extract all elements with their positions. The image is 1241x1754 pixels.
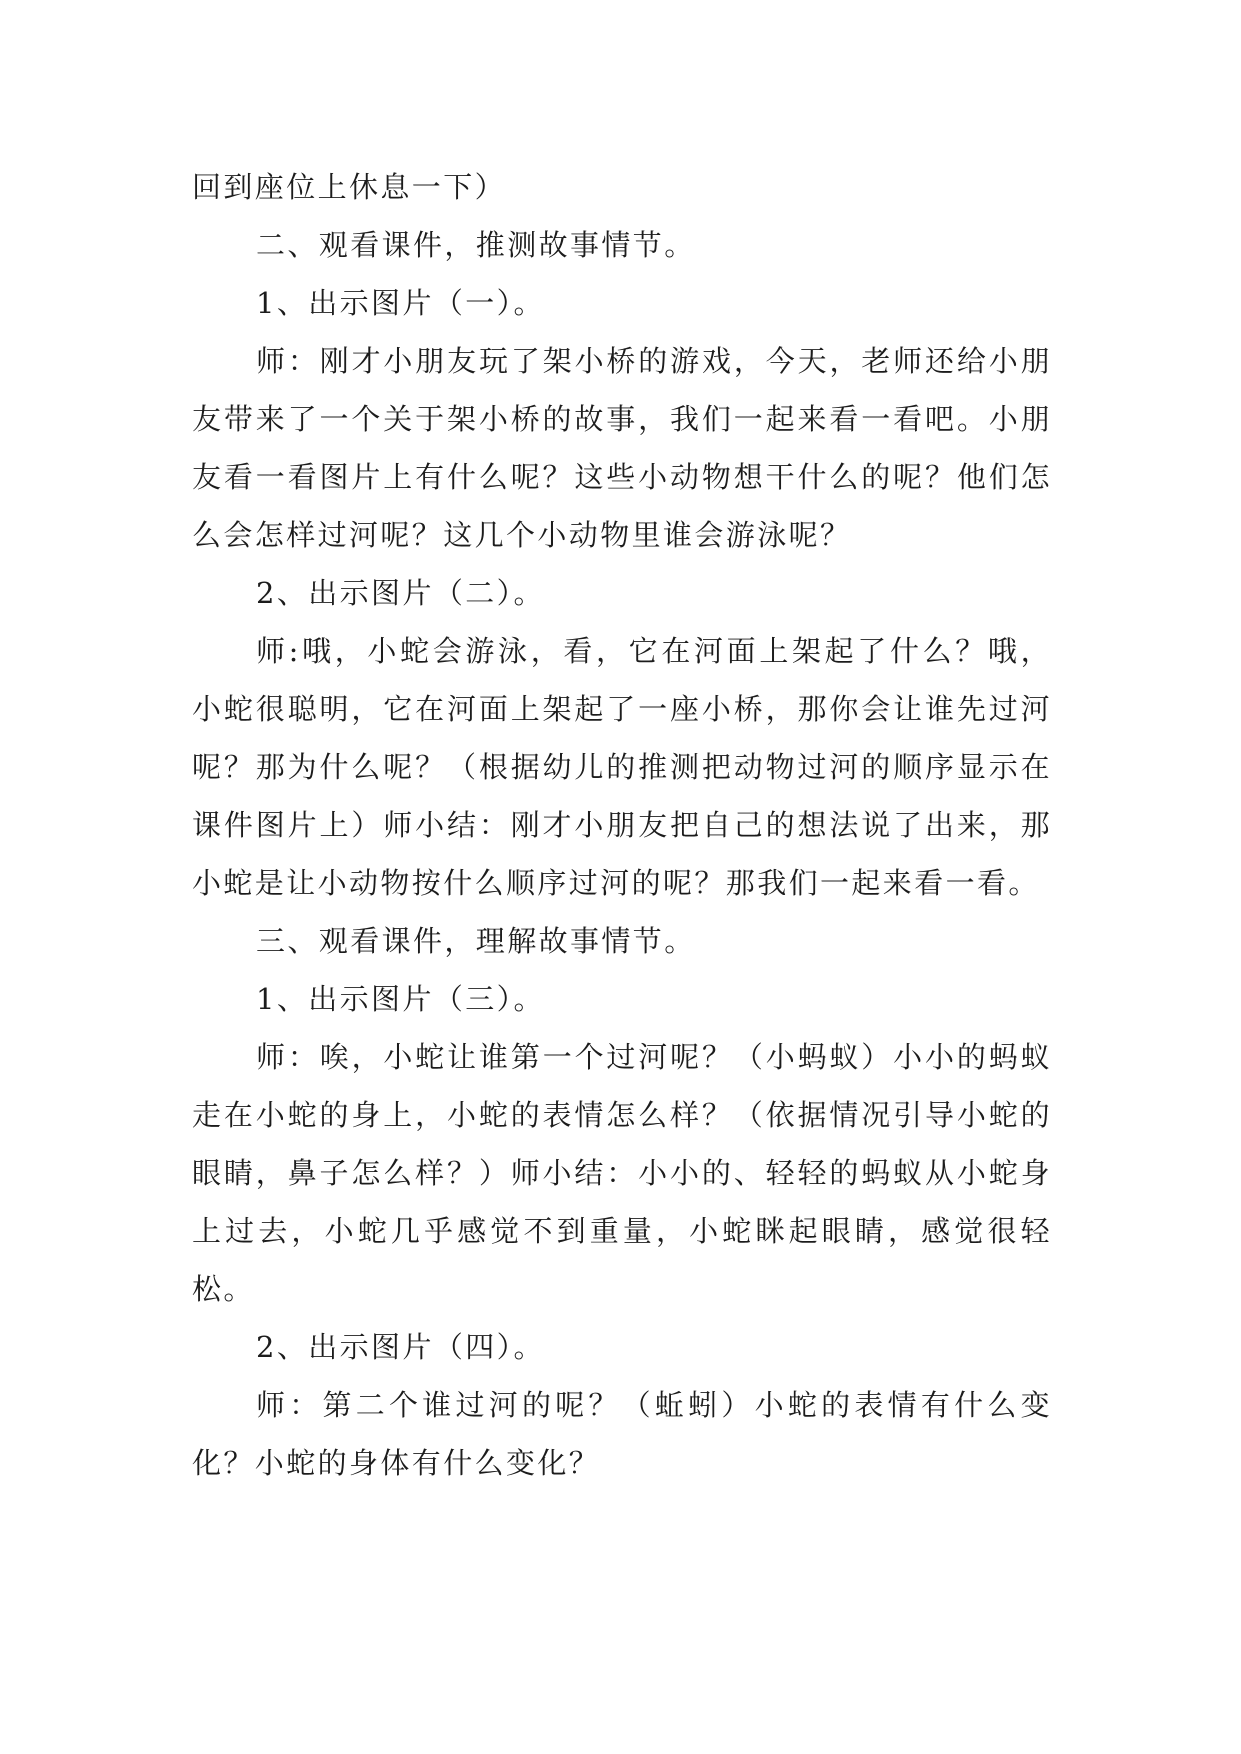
paragraph: 师：第二个谁过河的呢？（蚯蚓）小蛇的表情有什么变化？小蛇的身体有什么变化？ [192, 1388, 1052, 1480]
step-heading: 1、出示图片（三）。 [256, 982, 545, 1016]
section-heading-3: 三、观看课件，理解故事情节。 [256, 924, 696, 958]
paragraph: 师：唉，小蛇让谁第一个过河呢？（小蚂蚁）小小的蚂蚁走在小蛇的身上，小蛇的表情怎么样？（依据情况引导小蛇的眼睛，鼻子怎么样？）师小结：小小的、轻轻的蚂蚁从小蛇身上过去，小蛇几乎感觉不到重量，小蛇眯起眼睛，感觉很轻松。 [192, 1040, 1052, 1306]
paragraph-continuation: 回到座位上休息一下） [192, 170, 507, 204]
step-heading: 2、出示图片（四）。 [256, 1330, 545, 1364]
document-body [192, 158, 1052, 1492]
step-heading: 2、出示图片（二）。 [256, 576, 545, 610]
section-heading-2: 二、观看课件，推测故事情节。 [256, 228, 696, 262]
paragraph: 师：刚才小朋友玩了架小桥的游戏，今天，老师还给小朋友带来了一个关于架小桥的故事，我们一起来看一看吧。小朋友看一看图片上有什么呢？这些小动物想干什么的呢？他们怎么会怎样过河呢？这几个小动物里谁会游泳呢？ [192, 344, 1052, 552]
step-heading: 1、出示图片（一）。 [256, 286, 545, 320]
paragraph: 师:哦，小蛇会游泳，看，它在河面上架起了什么？哦，小蛇很聪明，它在河面上架起了一座小桥，那你会让谁先过河呢？那为什么呢？（根据幼儿的推测把动物过河的顺序显示在课件图片上）师小结：刚才小朋友把自己的想法说了出来，那小蛇是让小动物按什么顺序过河的呢？那我们一起来看一看。 [192, 634, 1052, 900]
